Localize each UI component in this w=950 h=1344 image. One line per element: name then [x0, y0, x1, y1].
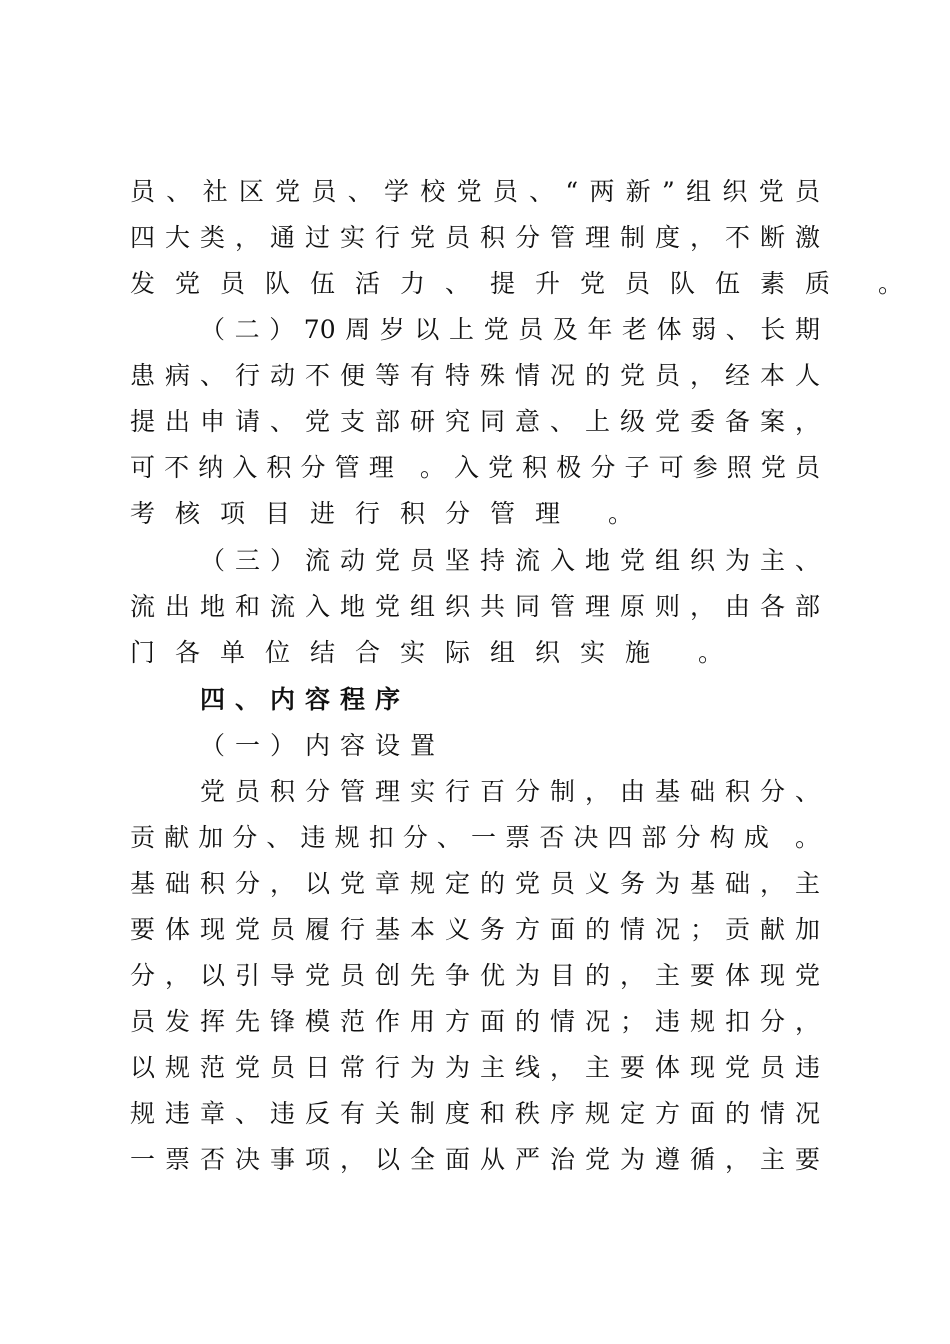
paragraph-first-line: （三）流动党员坚持流入地党组织为主、 — [200, 546, 820, 575]
body-text-line: 规违章、违反有关制度和秩序规定方面的情况 — [130, 1099, 820, 1128]
subsection-heading: （一）内容设置 — [200, 731, 446, 760]
body-text-line: 发党员队伍活力、提升党员队伍素质 。 — [130, 269, 923, 298]
body-text-line: 考核项目进行积分管理 。 — [130, 499, 653, 528]
body-text-line: 贡献加分、违规扣分、一票否决四部分构成 。 — [130, 823, 820, 852]
body-text-line: 患病、行动不便等有特殊情况的党员，经本人 — [130, 361, 820, 390]
body-text-line: 员发挥先锋模范作用方面的情况；违规扣分， — [130, 1007, 820, 1036]
body-text-line: 可不纳入积分管理 。入党积极分子可参照党员 — [130, 453, 820, 482]
section-heading: 四、内容程序 — [200, 685, 411, 714]
body-text-line: 一票否决事项，以全面从严治党为遵循，主要 — [130, 1145, 820, 1174]
body-text-line: 要体现党员履行基本义务方面的情况；贡献加 — [130, 915, 820, 944]
body-text-line: 流出地和流入地党组织共同管理原则，由各部 — [130, 592, 820, 621]
body-text-line: 员、社区党员、学校党员、“两新”组织党员 — [130, 177, 820, 206]
body-text-line: 以规范党员日常行为为主线，主要体现党员违 — [130, 1053, 820, 1082]
paragraph-first-line: 党员积分管理实行百分制，由基础积分、 — [200, 777, 820, 806]
body-text-line: 基础积分，以党章规定的党员义务为基础，主 — [130, 869, 820, 898]
body-text-line: 门各单位结合实际组织实施 。 — [130, 638, 743, 667]
body-text-line: 四大类，通过实行党员积分管理制度，不断激 — [130, 223, 820, 252]
body-text-line: 分，以引导党员创先争优为目的，主要体现党 — [130, 961, 820, 990]
paragraph-first-line: （二）70周岁以上党员及年老体弱、长期 — [200, 315, 820, 344]
body-text-line: 提出申请、党支部研究同意、上级党委备案， — [130, 407, 820, 436]
